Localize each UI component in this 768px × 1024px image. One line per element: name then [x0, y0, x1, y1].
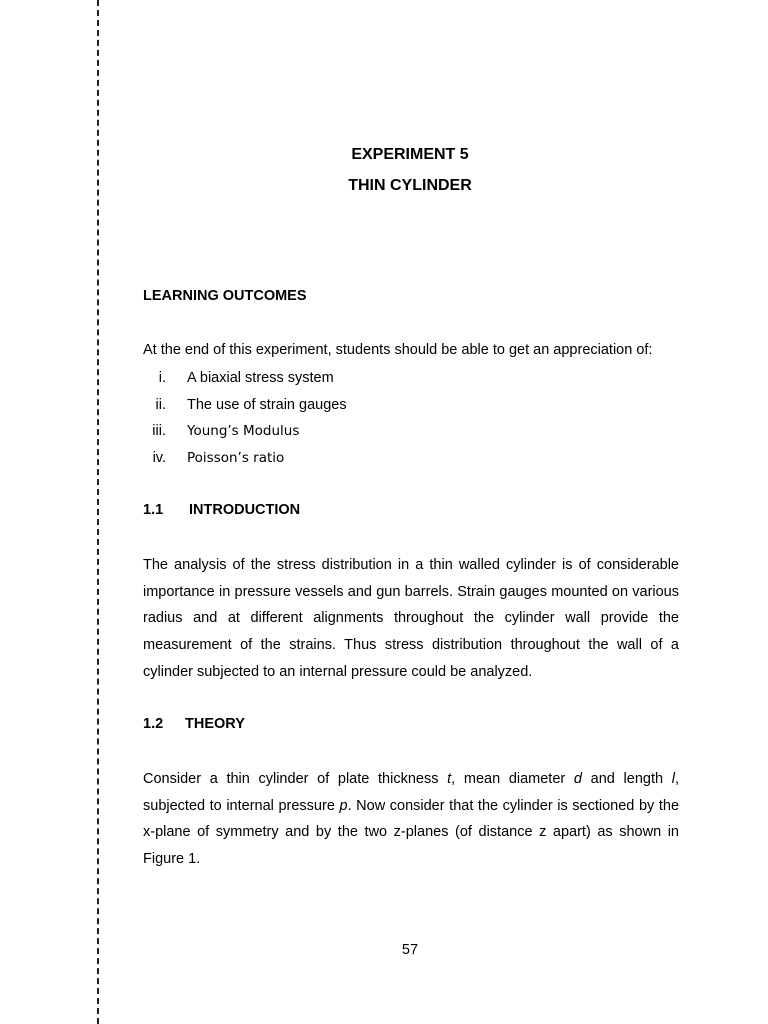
- learning-outcomes-lead: At the end of this experiment, students should be able to get an appreciation of:: [143, 342, 653, 358]
- learning-outcomes-list: [143, 369, 347, 475]
- list-item-number: ii.: [155, 396, 166, 413]
- pressure-symbol: p: [339, 797, 348, 814]
- theory-text: . Now consider that the cylinder is sectioned by the x-plane of symmetry and by the two z-planes (of distance z apart) as shown in Figure 1.: [143, 797, 680, 868]
- theory-text: , mean diameter: [451, 771, 574, 787]
- list-item-number: iv.: [152, 449, 166, 466]
- list-item-text: The use of strain gauges: [187, 396, 347, 413]
- list-item: [143, 449, 285, 476]
- theory-text: , subjected to internal pressure: [143, 771, 679, 814]
- list-item-text: Young’s Modulus: [187, 423, 300, 439]
- theory-heading: [143, 716, 245, 732]
- list-item: [143, 369, 334, 396]
- learning-outcomes-heading: LEARNING OUTCOMES: [143, 288, 307, 304]
- introduction-heading: [143, 502, 300, 518]
- list-item-text: A biaxial stress system: [187, 370, 334, 386]
- list-item: [143, 396, 347, 423]
- experiment-title: THIN CYLINDER: [348, 177, 472, 194]
- theory-text: Consider a thin cylinder of plate thickness: [143, 771, 448, 787]
- list-item: [143, 422, 300, 449]
- theory-paragraph: [143, 766, 679, 873]
- diameter-symbol: d: [573, 771, 582, 787]
- section-title: THEORY: [185, 716, 245, 732]
- section-number: 1.1: [143, 502, 164, 518]
- section-number: 1.2: [143, 716, 164, 732]
- length-symbol: l: [671, 771, 675, 787]
- introduction-paragraph: The analysis of the stress distribution in a thin walled cylinder is of considerable importance in pressure vessels and gun barrels. Strain gauges mounted on various radius and at different alignments throughout the cylinder wall provide the measurement of the strains. Thus stress distribution throughout the wall of a cylinder subjected to an internal pressure could be analyzed.: [143, 557, 679, 680]
- thickness-symbol: t: [447, 771, 452, 787]
- list-item-text: Poisson’s ratio: [187, 449, 285, 466]
- list-item-number: i.: [158, 370, 166, 386]
- section-title: INTRODUCTION: [189, 502, 301, 518]
- experiment-number: EXPERIMENT 5: [351, 146, 469, 163]
- page-number: 57: [401, 942, 419, 958]
- theory-text: and length: [582, 771, 672, 787]
- list-item-number: iii.: [152, 423, 166, 439]
